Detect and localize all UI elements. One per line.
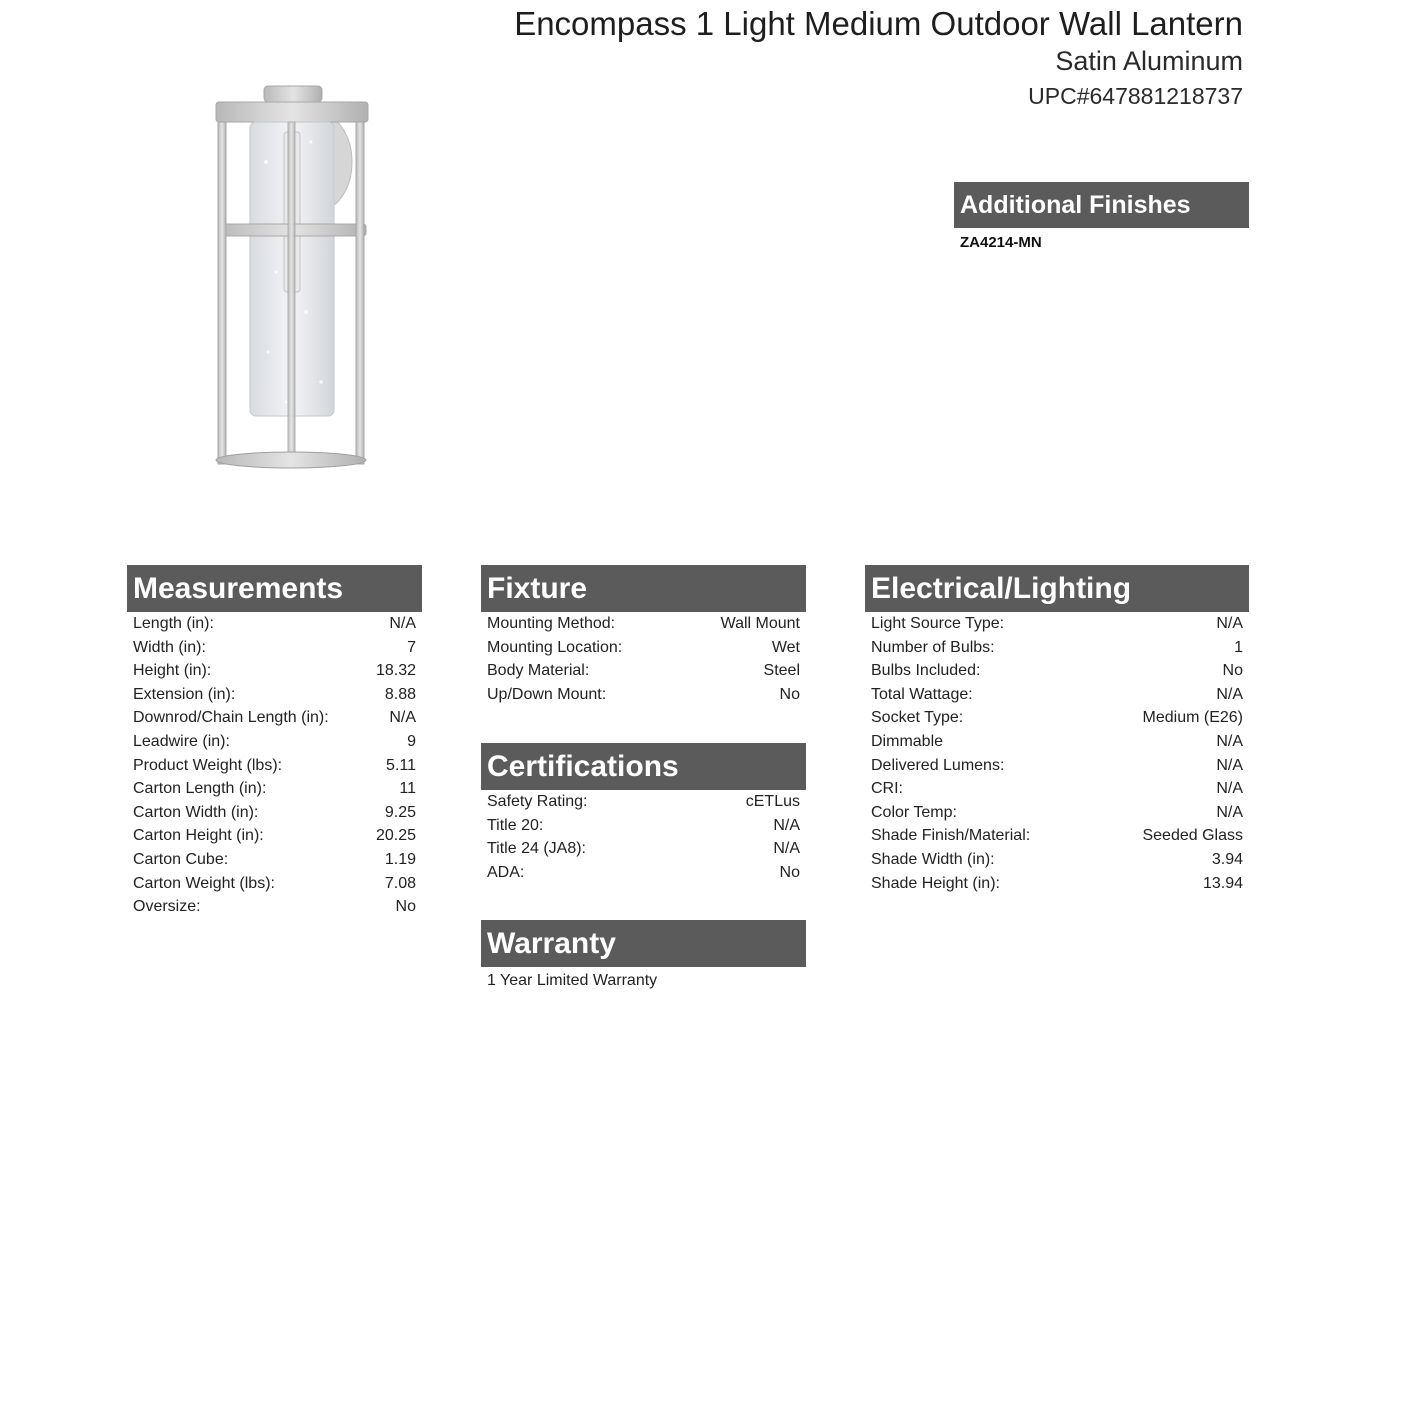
measurements-rows <box>127 612 422 919</box>
spec-label: Extension (in): <box>133 685 236 703</box>
spec-value: No <box>779 685 800 703</box>
warranty-panel <box>481 920 806 995</box>
spec-row <box>871 872 1243 896</box>
fixture-panel <box>481 565 806 706</box>
measurements-header: Measurements <box>127 565 422 612</box>
spec-label: Color Temp: <box>871 803 957 821</box>
spec-value: 7 <box>407 638 416 656</box>
spec-row <box>487 612 800 636</box>
spec-label: Width (in): <box>133 638 206 656</box>
spec-label: Bulbs Included: <box>871 662 981 680</box>
product-image-wall-lantern <box>206 82 376 474</box>
spec-value: Steel <box>763 662 800 680</box>
spec-row <box>487 636 800 660</box>
spec-row <box>133 612 416 636</box>
spec-row <box>133 824 416 848</box>
spec-row <box>133 777 416 801</box>
spec-value: 9 <box>407 732 416 750</box>
spec-value: 11 <box>399 780 416 798</box>
spec-label: Leadwire (in): <box>133 732 230 750</box>
certifications-panel <box>481 743 806 884</box>
electrical-rows <box>865 612 1249 895</box>
product-title-block <box>514 4 1243 113</box>
spec-value: 1 <box>1234 638 1243 656</box>
spec-row <box>133 895 416 919</box>
warranty-header: Warranty <box>481 920 806 967</box>
spec-row <box>133 872 416 896</box>
spec-label: Delivered Lumens: <box>871 756 1005 774</box>
spec-row <box>871 612 1243 636</box>
warranty-text: 1 Year Limited Warranty <box>487 972 658 989</box>
spec-value: N/A <box>1216 803 1243 821</box>
spec-label: Title 24 (JA8): <box>487 840 586 858</box>
product-finish: Satin Aluminum <box>1055 46 1243 76</box>
spec-label: Carton Cube: <box>133 850 229 868</box>
spec-label: Mounting Method: <box>487 615 616 632</box>
spec-row <box>133 754 416 778</box>
spec-value: Medium (E26) <box>1142 709 1243 727</box>
spec-label: CRI: <box>871 780 903 798</box>
spec-label: Shade Height (in): <box>871 874 1000 892</box>
spec-label: Title 20: <box>487 816 544 834</box>
spec-row <box>871 706 1243 730</box>
spec-label: Carton Height (in): <box>133 827 264 845</box>
spec-row <box>487 837 800 861</box>
spec-label: Product Weight (lbs): <box>133 756 283 774</box>
finish-code[interactable]: ZA4214-MN <box>960 234 1042 251</box>
spec-row <box>871 754 1243 778</box>
spec-value: 18.32 <box>375 662 416 680</box>
spec-row <box>133 801 416 825</box>
spec-value: 20.25 <box>375 827 416 845</box>
spec-row <box>871 848 1243 872</box>
spec-label: Carton Length (in): <box>133 780 267 798</box>
spec-label: Length (in): <box>133 615 214 632</box>
spec-row <box>133 659 416 683</box>
spec-row <box>871 730 1243 754</box>
spec-row <box>133 706 416 730</box>
spec-value: 1.19 <box>384 850 416 868</box>
spec-value: No <box>1222 662 1243 680</box>
additional-finishes-header: Additional Finishes <box>954 182 1249 228</box>
spec-value: No <box>395 898 416 916</box>
spec-value: 9.25 <box>384 803 416 821</box>
spec-value: N/A <box>1216 780 1243 798</box>
spec-row <box>487 861 800 885</box>
spec-value: N/A <box>773 840 800 858</box>
spec-row <box>871 824 1243 848</box>
spec-value: 13.94 <box>1202 874 1243 892</box>
spec-row <box>871 801 1243 825</box>
spec-label: Light Source Type: <box>871 615 1005 632</box>
electrical-header: Electrical/Lighting <box>865 565 1249 612</box>
spec-label: Safety Rating: <box>487 793 588 810</box>
spec-label: Oversize: <box>133 898 201 916</box>
spec-value: No <box>779 863 800 881</box>
spec-row <box>871 659 1243 683</box>
electrical-panel <box>865 565 1249 895</box>
spec-value: N/A <box>1216 756 1243 774</box>
spec-row <box>133 730 416 754</box>
spec-label: Shade Width (in): <box>871 850 995 868</box>
spec-value: N/A <box>389 709 416 727</box>
spec-value: 7.08 <box>384 874 416 892</box>
spec-value: N/A <box>1216 685 1243 703</box>
spec-row <box>133 848 416 872</box>
spec-row <box>487 814 800 838</box>
spec-row <box>487 659 800 683</box>
spec-label: Body Material: <box>487 662 590 680</box>
spec-row <box>133 683 416 707</box>
spec-label: Dimmable <box>871 732 944 750</box>
measurements-panel <box>127 565 422 919</box>
spec-row <box>487 790 800 814</box>
spec-row <box>871 636 1243 660</box>
spec-value: Wet <box>771 638 800 656</box>
spec-value: N/A <box>389 615 416 632</box>
spec-value: cETLus <box>745 793 800 810</box>
spec-value: 8.88 <box>384 685 416 703</box>
spec-row <box>487 683 800 707</box>
spec-label: Total Wattage: <box>871 685 973 703</box>
spec-label: Number of Bulbs: <box>871 638 995 656</box>
spec-label: Carton Weight (lbs): <box>133 874 275 892</box>
spec-label: Socket Type: <box>871 709 964 727</box>
spec-value: 5.11 <box>386 756 416 774</box>
spec-value: 3.94 <box>1211 850 1243 868</box>
spec-row <box>871 683 1243 707</box>
spec-label: Height (in): <box>133 662 212 680</box>
certifications-rows <box>481 790 806 884</box>
spec-row <box>133 636 416 660</box>
spec-label: Shade Finish/Material: <box>871 827 1031 845</box>
product-upc: UPC#647881218737 <box>1028 83 1243 109</box>
additional-finishes-panel <box>954 182 1249 251</box>
spec-value: N/A <box>1216 615 1243 632</box>
spec-label: ADA: <box>487 863 525 881</box>
spec-label: Mounting Location: <box>487 638 623 656</box>
fixture-rows <box>481 612 806 706</box>
spec-value: N/A <box>1216 732 1243 750</box>
certifications-header: Certifications <box>481 743 806 790</box>
spec-label: Up/Down Mount: <box>487 685 607 703</box>
fixture-header: Fixture <box>481 565 806 612</box>
spec-value: N/A <box>773 816 800 834</box>
spec-label: Downrod/Chain Length (in): <box>133 709 329 727</box>
spec-value: Wall Mount <box>720 615 800 632</box>
product-title: Encompass 1 Light Medium Outdoor Wall Lantern <box>514 5 1243 42</box>
spec-row <box>871 777 1243 801</box>
spec-label: Carton Width (in): <box>133 803 259 821</box>
spec-value: Seeded Glass <box>1142 827 1243 845</box>
